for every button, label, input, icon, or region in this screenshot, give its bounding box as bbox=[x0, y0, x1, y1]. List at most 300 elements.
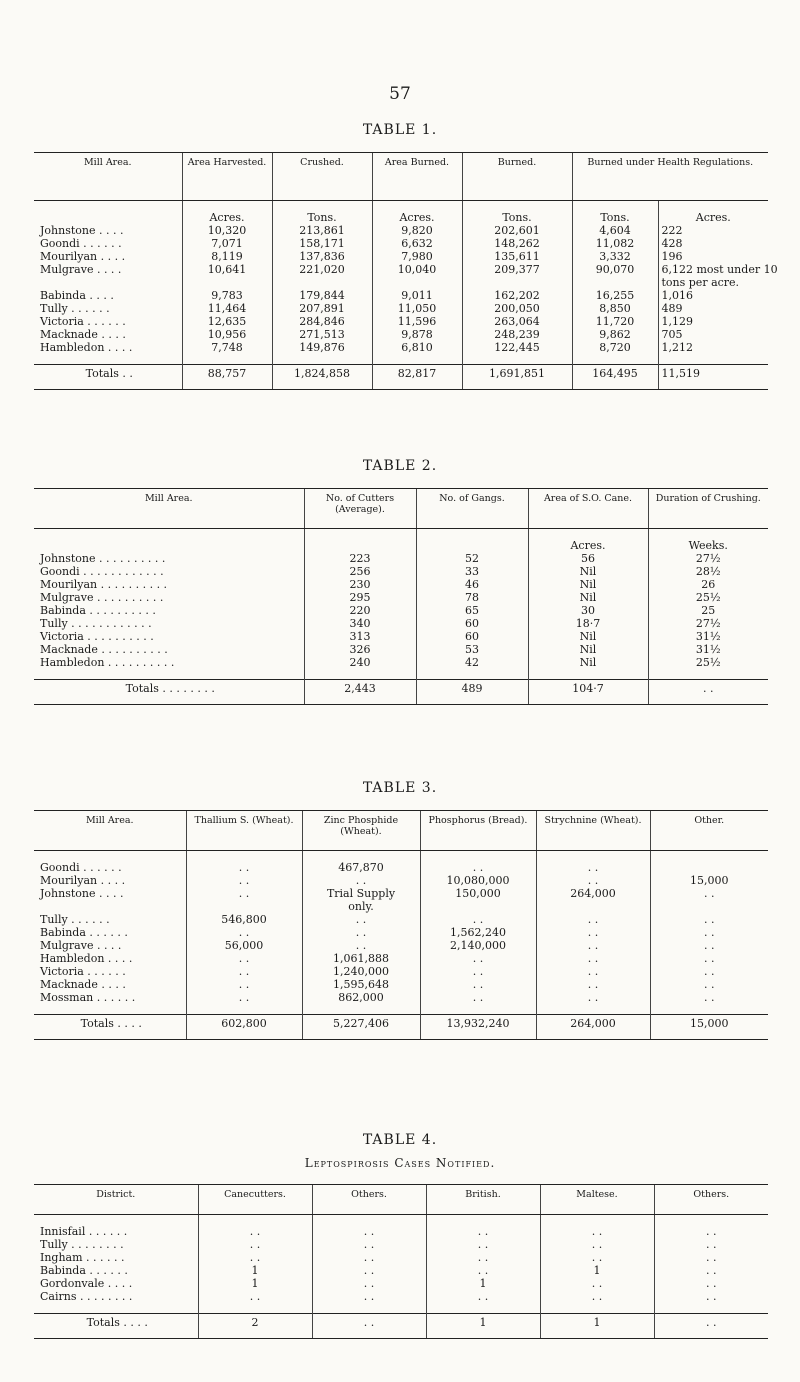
table-row-cell: . . bbox=[540, 1290, 654, 1303]
spacer-cell bbox=[654, 1303, 768, 1314]
spacer-cell bbox=[304, 669, 416, 680]
t3-header-thallium: Thallium S. (Wheat). bbox=[186, 811, 302, 851]
spacer-cell bbox=[34, 1303, 198, 1314]
table-row-cell: 25½ bbox=[648, 656, 768, 669]
table-row-cell: 12,635 bbox=[182, 315, 272, 328]
table-row-cell: 1,240,000 bbox=[302, 965, 420, 978]
totals-row-cell: 1 bbox=[540, 1314, 654, 1339]
spacer-cell bbox=[654, 1215, 768, 1226]
table-row-cell: 3,332 bbox=[572, 250, 658, 263]
table-row bbox=[34, 315, 768, 328]
table-row bbox=[34, 1238, 768, 1251]
table-row bbox=[34, 263, 768, 276]
spacer-row bbox=[34, 1004, 768, 1015]
spacer-cell bbox=[198, 1215, 312, 1226]
totals-row-cell: 13,932,240 bbox=[420, 1015, 536, 1040]
table-row bbox=[34, 991, 768, 1004]
totals-row-cell: 104·7 bbox=[528, 680, 648, 705]
table-row-cell bbox=[650, 900, 768, 913]
table-row-cell: . . bbox=[312, 1290, 426, 1303]
t2-header-cutters: No. of Cutters (Average). bbox=[304, 489, 416, 529]
spacer-cell bbox=[302, 1004, 420, 1015]
table-row-cell: . . bbox=[536, 913, 650, 926]
table-row-cell: 10,320 bbox=[182, 224, 272, 237]
t1-header-mill-area: Mill Area. bbox=[34, 153, 182, 201]
table-row-cell bbox=[34, 900, 186, 913]
spacer-cell bbox=[34, 1215, 198, 1226]
table-row-cell: 220 bbox=[304, 604, 416, 617]
spacer-cell bbox=[528, 669, 648, 680]
table-row bbox=[34, 887, 768, 900]
table-row-cell: 546,800 bbox=[186, 913, 302, 926]
table-row-cell: Johnstone . . . . bbox=[40, 887, 124, 900]
units-row-cell: Acres. bbox=[658, 201, 768, 225]
table-row-cell: Mulgrave . . . . bbox=[40, 939, 122, 952]
table-row-cell: 42 bbox=[416, 656, 528, 669]
table-row-cell: 60 bbox=[416, 630, 528, 643]
table-row-cell: Nil bbox=[528, 565, 648, 578]
table-row-cell: 1 bbox=[198, 1264, 312, 1277]
table-row-cell: 202,601 bbox=[462, 224, 572, 237]
table-row-cell: . . bbox=[536, 926, 650, 939]
table-row-cell: 862,000 bbox=[302, 991, 420, 1004]
table-row-cell: 9,011 bbox=[372, 289, 462, 302]
table-row-cell: 60 bbox=[416, 617, 528, 630]
table-row-cell: . . bbox=[426, 1238, 540, 1251]
table-row bbox=[34, 565, 768, 578]
table-row-cell: 11,464 bbox=[182, 302, 272, 315]
spacer-cell bbox=[272, 354, 372, 365]
totals-row-cell: 82,817 bbox=[372, 365, 462, 390]
table-row-cell: Hambledon . . . . . . . . . . bbox=[40, 656, 175, 669]
totals-row-cell: 2 bbox=[198, 1314, 312, 1339]
table-row-cell: . . bbox=[302, 939, 420, 952]
table-row-cell: Tully . . . . . . . . bbox=[40, 1238, 124, 1251]
table-row-cell: 149,876 bbox=[272, 341, 372, 354]
table-row-cell: . . bbox=[650, 913, 768, 926]
table-row-cell: 148,262 bbox=[462, 237, 572, 250]
table-row-cell: . . bbox=[536, 978, 650, 991]
table-row-cell: 9,878 bbox=[372, 328, 462, 341]
table-row bbox=[34, 1290, 768, 1303]
table-row bbox=[34, 250, 768, 263]
table-row-cell: . . bbox=[312, 1225, 426, 1238]
spacer-cell bbox=[372, 354, 462, 365]
table-row-cell: 18·7 bbox=[528, 617, 648, 630]
table-row-cell: . . bbox=[650, 978, 768, 991]
spacer-cell bbox=[536, 851, 650, 862]
table-row-cell: 264,000 bbox=[536, 887, 650, 900]
table-row bbox=[34, 617, 768, 630]
totals-row-cell: . . bbox=[654, 1314, 768, 1339]
table-row-cell: 9,820 bbox=[372, 224, 462, 237]
table-row-cell: Goondi . . . . . . bbox=[40, 861, 122, 874]
t3-header-zinc-phosphide: Zinc Phosphide (Wheat). bbox=[302, 811, 420, 851]
table-row-cell: . . bbox=[198, 1225, 312, 1238]
table-row-cell: 11,082 bbox=[572, 237, 658, 250]
spacer-row bbox=[34, 354, 768, 365]
table-row-cell: 53 bbox=[416, 643, 528, 656]
totals-row-cell: 1 bbox=[426, 1314, 540, 1339]
table-row-cell: . . bbox=[312, 1238, 426, 1251]
table-row-cell: . . bbox=[420, 952, 536, 965]
table-row-cell: 313 bbox=[304, 630, 416, 643]
totals-row-cell: . . bbox=[312, 1314, 426, 1339]
table-row-cell: 30 bbox=[528, 604, 648, 617]
table-row-cell: 209,377 bbox=[462, 263, 572, 276]
table-row-cell: tons per acre. bbox=[658, 276, 768, 289]
table-row-cell: 428 bbox=[658, 237, 768, 250]
table-row-cell: Tully . . . . . . . . . . . . bbox=[40, 617, 152, 630]
table-row-cell: . . bbox=[420, 913, 536, 926]
t1-header-health-regulations: Burned under Health Regulations. bbox=[572, 153, 768, 201]
table-row-cell bbox=[650, 861, 768, 874]
table-row-cell: 196 bbox=[658, 250, 768, 263]
table-row-cell: Gordonvale . . . . bbox=[40, 1277, 133, 1290]
totals-row bbox=[34, 365, 768, 390]
table-row-cell: 11,050 bbox=[372, 302, 462, 315]
table-row-cell: . . bbox=[540, 1251, 654, 1264]
table-row-cell: 705 bbox=[658, 328, 768, 341]
totals-row-cell: Totals . . . . . . . . bbox=[34, 680, 304, 705]
table-row-cell: Johnstone . . . . bbox=[40, 224, 124, 237]
table-row-cell: Babinda . . . . . . bbox=[40, 926, 128, 939]
table-row-cell: . . bbox=[650, 887, 768, 900]
table-row-cell: Nil bbox=[528, 591, 648, 604]
table-row-cell: 122,445 bbox=[462, 341, 572, 354]
units-row-cell bbox=[416, 529, 528, 553]
table-row-cell: Mourilyan . . . . bbox=[40, 250, 126, 263]
table-row-cell: . . bbox=[654, 1264, 768, 1277]
spacer-cell bbox=[198, 1303, 312, 1314]
table-row-cell: 11,596 bbox=[372, 315, 462, 328]
table-row-cell bbox=[462, 276, 572, 289]
table-row-cell: . . bbox=[312, 1251, 426, 1264]
table-row-cell: 179,844 bbox=[272, 289, 372, 302]
table-4-subtitle: Leptospirosis Cases Notified. bbox=[304, 1156, 496, 1170]
table-row-cell: 1,595,648 bbox=[302, 978, 420, 991]
table-row-cell: 27½ bbox=[648, 617, 768, 630]
table-row-cell: . . bbox=[186, 874, 302, 887]
table-row-cell bbox=[34, 276, 182, 289]
totals-row-cell: Totals . . . . bbox=[34, 1314, 198, 1339]
spacer-cell bbox=[34, 851, 186, 862]
table-row-cell: 1 bbox=[540, 1264, 654, 1277]
t3-header-mill-area: Mill Area. bbox=[34, 811, 186, 851]
table-row-cell: 31½ bbox=[648, 643, 768, 656]
table-row bbox=[34, 874, 768, 887]
table-row bbox=[34, 604, 768, 617]
table-row-cell: . . bbox=[536, 861, 650, 874]
spacer-cell bbox=[572, 354, 658, 365]
units-row bbox=[34, 201, 768, 225]
table-row-cell: Macknade . . . . bbox=[40, 328, 126, 341]
t1-header-area-burned: Area Burned. bbox=[372, 153, 462, 201]
table-row-cell: Mourilyan . . . . . . . . . . bbox=[40, 578, 168, 591]
table-row-cell: 10,080,000 bbox=[420, 874, 536, 887]
t2-body bbox=[34, 529, 768, 705]
spacer-cell bbox=[540, 1215, 654, 1226]
table-row-cell: 137,836 bbox=[272, 250, 372, 263]
table-row-cell: . . bbox=[650, 926, 768, 939]
table-row-cell: 326 bbox=[304, 643, 416, 656]
table-row-cell bbox=[572, 276, 658, 289]
table-row-cell bbox=[186, 900, 302, 913]
spacer-cell bbox=[186, 1004, 302, 1015]
table-row-cell: 1,562,240 bbox=[420, 926, 536, 939]
table-row bbox=[34, 237, 768, 250]
table-row-cell: 6,810 bbox=[372, 341, 462, 354]
table-row-cell: Babinda . . . . . . . . . . bbox=[40, 604, 156, 617]
units-row-cell: Acres. bbox=[528, 529, 648, 553]
table-row-cell: 9,862 bbox=[572, 328, 658, 341]
table-row-cell: Mulgrave . . . . bbox=[40, 263, 122, 276]
spacer-cell bbox=[426, 1303, 540, 1314]
table-row-cell: 52 bbox=[416, 552, 528, 565]
t4-header-district: District. bbox=[34, 1185, 198, 1215]
t1-header-crushed: Crushed. bbox=[272, 153, 372, 201]
table-row-cell: . . bbox=[650, 965, 768, 978]
totals-row-cell: 264,000 bbox=[536, 1015, 650, 1040]
spacer-cell bbox=[540, 1303, 654, 1314]
units-row-cell bbox=[34, 529, 304, 553]
units-row-cell: Weeks. bbox=[648, 529, 768, 553]
table-row-cell: 200,050 bbox=[462, 302, 572, 315]
table-row bbox=[34, 1251, 768, 1264]
table-row-cell: 1,129 bbox=[658, 315, 768, 328]
table-row bbox=[34, 289, 768, 302]
table-row bbox=[34, 926, 768, 939]
table-row-cell: . . bbox=[198, 1238, 312, 1251]
table-row-cell: 9,783 bbox=[182, 289, 272, 302]
table-row-cell: 28½ bbox=[648, 565, 768, 578]
t3-header-phosphorus: Phosphorus (Bread). bbox=[420, 811, 536, 851]
table-row-cell: 1,212 bbox=[658, 341, 768, 354]
table-row-cell: 7,748 bbox=[182, 341, 272, 354]
table-row-cell: . . bbox=[420, 991, 536, 1004]
table-row-cell: 295 bbox=[304, 591, 416, 604]
table-row-cell: . . bbox=[536, 952, 650, 965]
table-row-cell: 15,000 bbox=[650, 874, 768, 887]
t4-header-maltese: Maltese. bbox=[540, 1185, 654, 1215]
units-row bbox=[34, 529, 768, 553]
table-row-cell: 11,720 bbox=[572, 315, 658, 328]
spacer-cell bbox=[650, 851, 768, 862]
table-row-cell: Tully . . . . . . bbox=[40, 302, 110, 315]
t1-header-area-harvested: Area Harvested. bbox=[182, 153, 272, 201]
table-row-cell: . . bbox=[426, 1251, 540, 1264]
spacer-cell bbox=[312, 1215, 426, 1226]
totals-row-cell: 5,227,406 bbox=[302, 1015, 420, 1040]
table-row-cell: Innisfail . . . . . . bbox=[40, 1225, 128, 1238]
table-row-cell: 1,061,888 bbox=[302, 952, 420, 965]
table-row-cell: 135,611 bbox=[462, 250, 572, 263]
totals-row-cell: 1,824,858 bbox=[272, 365, 372, 390]
totals-row-cell: 15,000 bbox=[650, 1015, 768, 1040]
table-row-cell: 150,000 bbox=[420, 887, 536, 900]
table-row-cell: 4,604 bbox=[572, 224, 658, 237]
table-row-cell: 8,720 bbox=[572, 341, 658, 354]
totals-row-cell: 11,519 bbox=[658, 365, 768, 390]
table-row-cell: 207,891 bbox=[272, 302, 372, 315]
table-row-cell: Babinda . . . . . . bbox=[40, 1264, 128, 1277]
units-row-cell bbox=[304, 529, 416, 553]
table-row-cell: . . bbox=[312, 1264, 426, 1277]
t4-header-others: Others. bbox=[312, 1185, 426, 1215]
table-row-cell bbox=[272, 276, 372, 289]
table-row-cell: . . bbox=[536, 991, 650, 1004]
table-row bbox=[34, 578, 768, 591]
spacer-cell bbox=[420, 851, 536, 862]
t4-header-british: British. bbox=[426, 1185, 540, 1215]
table-row-cell: . . bbox=[540, 1277, 654, 1290]
table-row bbox=[34, 302, 768, 315]
spacer-cell bbox=[426, 1215, 540, 1226]
table-3-title: TABLE 3. bbox=[362, 780, 438, 796]
units-row-cell: Acres. bbox=[372, 201, 462, 225]
table-row-cell: . . bbox=[198, 1290, 312, 1303]
table-row-cell: 489 bbox=[658, 302, 768, 315]
table-row-cell: 240 bbox=[304, 656, 416, 669]
t3-header-other: Other. bbox=[650, 811, 768, 851]
table-row-cell: Nil bbox=[528, 630, 648, 643]
table-row bbox=[34, 952, 768, 965]
table-row-cell: . . bbox=[654, 1238, 768, 1251]
table-row-cell: . . bbox=[654, 1225, 768, 1238]
table-row-cell: . . bbox=[654, 1277, 768, 1290]
table-row-cell: 46 bbox=[416, 578, 528, 591]
t4-body bbox=[34, 1215, 768, 1339]
table-row-cell: 256 bbox=[304, 565, 416, 578]
table-row-cell: 248,239 bbox=[462, 328, 572, 341]
table-row-cell: . . bbox=[426, 1225, 540, 1238]
totals-row-cell: 2,443 bbox=[304, 680, 416, 705]
table-row-cell: 162,202 bbox=[462, 289, 572, 302]
totals-row bbox=[34, 680, 768, 705]
page-number: 57 bbox=[389, 84, 411, 104]
spacer-cell bbox=[648, 669, 768, 680]
table-row-cell: Macknade . . . . . . . . . . bbox=[40, 643, 168, 656]
table-row-cell bbox=[372, 276, 462, 289]
table-row-cell: 31½ bbox=[648, 630, 768, 643]
spacer-cell bbox=[186, 851, 302, 862]
table-row-cell: Nil bbox=[528, 578, 648, 591]
table-row-cell: Nil bbox=[528, 643, 648, 656]
table-row-cell: 2,140,000 bbox=[420, 939, 536, 952]
table-row-cell: . . bbox=[426, 1290, 540, 1303]
table-row-cell: . . bbox=[536, 939, 650, 952]
table-row-cell: 6,632 bbox=[372, 237, 462, 250]
t1-header-burned: Burned. bbox=[462, 153, 572, 201]
spacer-cell bbox=[34, 354, 182, 365]
table-row bbox=[34, 643, 768, 656]
table-row-cell: Hambledon . . . . bbox=[40, 341, 133, 354]
table-row-cell: . . bbox=[650, 939, 768, 952]
table-row-cell: 16,255 bbox=[572, 289, 658, 302]
table-row-cell: . . bbox=[186, 978, 302, 991]
table-row-cell: 158,171 bbox=[272, 237, 372, 250]
table-row bbox=[34, 224, 768, 237]
spacer-row bbox=[34, 851, 768, 862]
table-row-cell: 27½ bbox=[648, 552, 768, 565]
table-row-cell: only. bbox=[302, 900, 420, 913]
table-row-cell bbox=[420, 900, 536, 913]
units-row-cell: Acres. bbox=[182, 201, 272, 225]
table-row-cell: . . bbox=[536, 965, 650, 978]
table-row-cell: 340 bbox=[304, 617, 416, 630]
table-row-cell: 223 bbox=[304, 552, 416, 565]
spacer-cell bbox=[34, 669, 304, 680]
table-row-cell: 25½ bbox=[648, 591, 768, 604]
spacer-cell bbox=[312, 1303, 426, 1314]
table-row-cell: Victoria . . . . . . . . . . bbox=[40, 630, 154, 643]
table-row-cell: 221,020 bbox=[272, 263, 372, 276]
spacer-cell bbox=[182, 354, 272, 365]
units-row-cell: Tons. bbox=[572, 201, 658, 225]
table-row-cell: 1 bbox=[198, 1277, 312, 1290]
table-row bbox=[34, 900, 768, 913]
table-row-cell: . . bbox=[302, 874, 420, 887]
table-row-cell: Ingham . . . . . . bbox=[40, 1251, 125, 1264]
table-row bbox=[34, 552, 768, 565]
table-1-title: TABLE 1. bbox=[362, 122, 438, 138]
spacer-cell bbox=[658, 354, 768, 365]
spacer-row bbox=[34, 669, 768, 680]
spacer-cell bbox=[536, 1004, 650, 1015]
spacer-cell bbox=[416, 669, 528, 680]
table-2 bbox=[34, 488, 768, 705]
table-row bbox=[34, 328, 768, 341]
table-row-cell: 6,122 most under 10 bbox=[658, 263, 768, 276]
table-row-cell: 284,846 bbox=[272, 315, 372, 328]
table-row-cell: 33 bbox=[416, 565, 528, 578]
table-row-cell: Goondi . . . . . . . . . . . . bbox=[40, 565, 164, 578]
table-row-cell: 56 bbox=[528, 552, 648, 565]
table-row-cell: 1,016 bbox=[658, 289, 768, 302]
table-row bbox=[34, 965, 768, 978]
table-row-cell: 7,071 bbox=[182, 237, 272, 250]
table-row-cell: 10,040 bbox=[372, 263, 462, 276]
table-row-cell: . . bbox=[186, 861, 302, 874]
t4-header-others-2: Others. bbox=[654, 1185, 768, 1215]
table-row-cell: 8,850 bbox=[572, 302, 658, 315]
t4-header-canecutters: Canecutters. bbox=[198, 1185, 312, 1215]
table-row-cell: 25 bbox=[648, 604, 768, 617]
table-row-cell: . . bbox=[186, 952, 302, 965]
table-row-cell: 230 bbox=[304, 578, 416, 591]
table-row-cell: Babinda . . . . bbox=[40, 289, 114, 302]
t2-header-so-cane: Area of S.O. Cane. bbox=[528, 489, 648, 529]
table-row bbox=[34, 1225, 768, 1238]
table-row-cell: Macknade . . . . bbox=[40, 978, 126, 991]
totals-row-cell: 489 bbox=[416, 680, 528, 705]
table-row-cell: Johnstone . . . . . . . . . . bbox=[40, 552, 166, 565]
table-row-cell: 65 bbox=[416, 604, 528, 617]
table-row bbox=[34, 939, 768, 952]
table-1 bbox=[34, 152, 778, 390]
table-row bbox=[34, 630, 768, 643]
totals-row-cell: Totals . . bbox=[34, 365, 182, 390]
table-row bbox=[34, 861, 768, 874]
spacer-cell bbox=[650, 1004, 768, 1015]
table-row-cell: . . bbox=[186, 965, 302, 978]
table-row-cell: 1 bbox=[426, 1277, 540, 1290]
table-row-cell: . . bbox=[198, 1251, 312, 1264]
table-row-cell: Mourilyan . . . . bbox=[40, 874, 126, 887]
table-row-cell: . . bbox=[186, 887, 302, 900]
t2-header-duration: Duration of Crushing. bbox=[648, 489, 768, 529]
table-row bbox=[34, 276, 768, 289]
